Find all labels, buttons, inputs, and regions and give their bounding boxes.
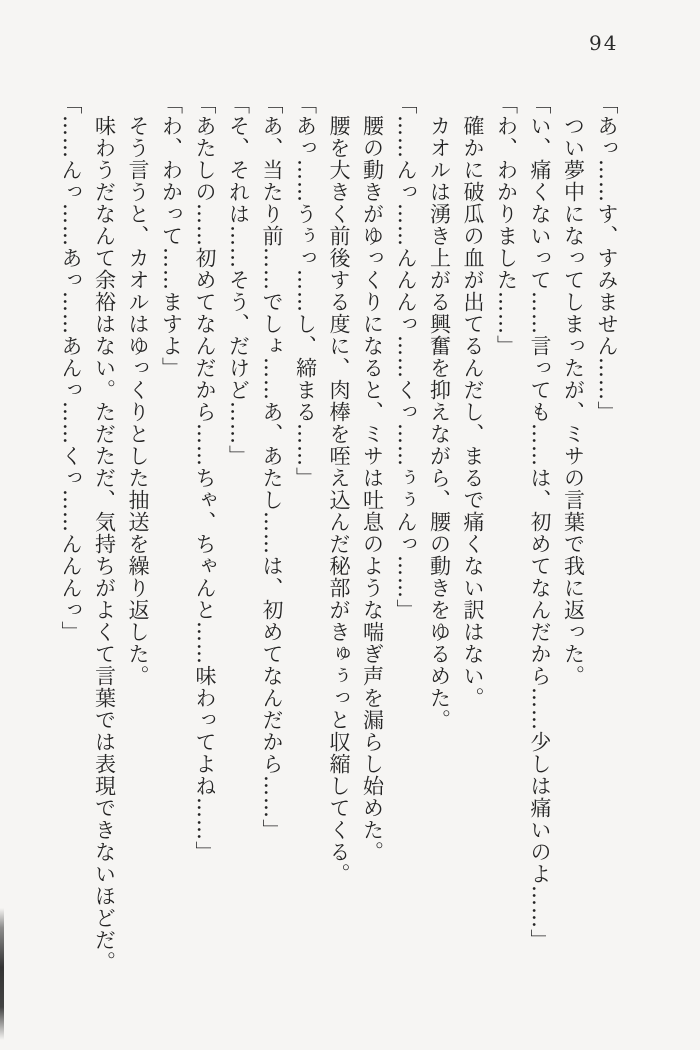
paragraph: 「あたしの……初めてなんだから……ちゃ、ちゃんと……味わってよね……」 (193, 93, 217, 863)
paragraph: そう言うと、カオルはゆっくりとした抽送を繰り返した。 (126, 115, 150, 687)
paragraph: 「そ、それは……そう、だけど……」 (226, 93, 251, 467)
page-text (53, 93, 623, 998)
paragraph: 確かに破瓜の血が出てるんだし、まるで痛くない訳はない。 (461, 115, 485, 709)
paragraph: 「わ、わかりました……」 (494, 93, 519, 357)
paragraph: 腰を大きく前後する度に、肉棒を咥え込んだ秘部がきゅぅっと収縮してくる。 (327, 115, 351, 885)
paragraph: 「わ、わかって……ますよ」 (159, 93, 184, 379)
paragraph: 腰の動きがゆっくりになると、ミサは吐息のような喘ぎ声を漏らし始めた。 (360, 115, 385, 863)
paragraph: 「……んっ……あっ……あんっ……くっ……んんんっ」 (59, 93, 83, 643)
paragraph: 味わうだなんて余裕はない。ただただ、気持ちがよくて言葉では表現できないほどだ。 (92, 115, 117, 973)
paragraph: つい夢中になってしまったが、ミサの言葉で我に返った。 (561, 115, 586, 687)
paragraph: カオルは湧き上がる興奮を抑えながら、腰の動きをゆるめた。 (427, 115, 452, 731)
paragraph: 「い、痛くないって……言っても……は、初めてなんだから……少しは痛いのよ……」 (528, 93, 552, 951)
paragraph: 「あ、当たり前……でしょ……あ、あたし……は、初めてなんだから……」 (260, 93, 284, 841)
paragraph: 「あっ……す、すみません……」 (595, 93, 619, 423)
scan-edge-shadow (0, 908, 4, 1040)
page-number: 94 (589, 31, 619, 55)
paragraph: 「あっ……うぅっ……し、締まる……」 (293, 93, 318, 489)
paragraph: 「……んっ……んんんっ……くっ……ぅぅんっ……」 (394, 93, 418, 621)
